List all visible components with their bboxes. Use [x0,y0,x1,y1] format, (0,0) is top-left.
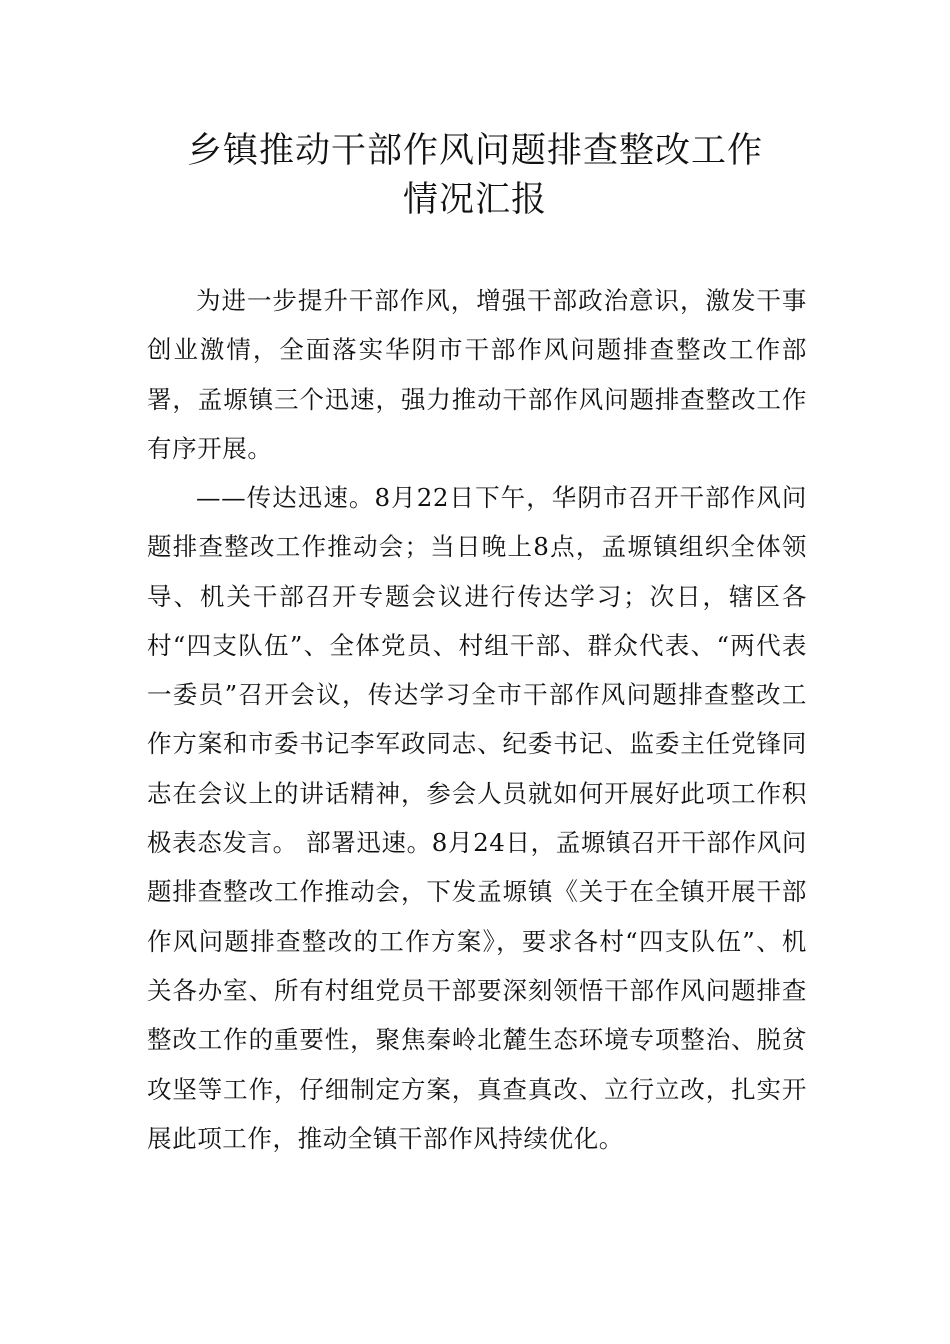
document-title-line-2: 情况汇报 [402,180,547,220]
document-title-line-1: 乡镇推动干部作风问题排查整改工作 [186,131,763,171]
body-paragraph-intro: 为进一步提升干部作风，增强干部政治意识，激发干事创业激情，全面落实华阴市干部作风问题排查整改工作部署，孟塬镇三个迅速，强力推动干部作风问题排查整改工作有序开展。 [147,286,807,463]
body-paragraph-transmit-deploy: ——传达迅速。8月22日下午，华阴市召开干部作风问题排查整改工作推动会；当日晚上8点，孟塬镇组织全体领导、机关干部召开专题会议进行传达学习；次日，辖区各村“四支队伍”、全体党员、村组干部、群众代表、“两代表一委员”召开会议，传达学习全市干部作风问题排查整改工作方案和市委书记李军政同志、纪委书记、监委主任党锋同志在会议上的讲话精神，参会人员就如何开展好此项工作积极表态发言。 部署迅速。8月24日，孟塬镇召开干部作风问题排查整改工作推动会，下发孟塬镇《关于在全镇开展干部作风问题排查整改的工作方案》，要求各村“四支队伍”、机关各办室、所有村组党员干部要深刻领悟干部作风问题排查整改工作的重要性，聚焦秦岭北麓生态环境专项整治、脱贫攻坚等工作，仔细制定方案，真查真改、立行立改，扎实开展此项工作，推动全镇干部作风持续优化。 [147,483,807,1153]
